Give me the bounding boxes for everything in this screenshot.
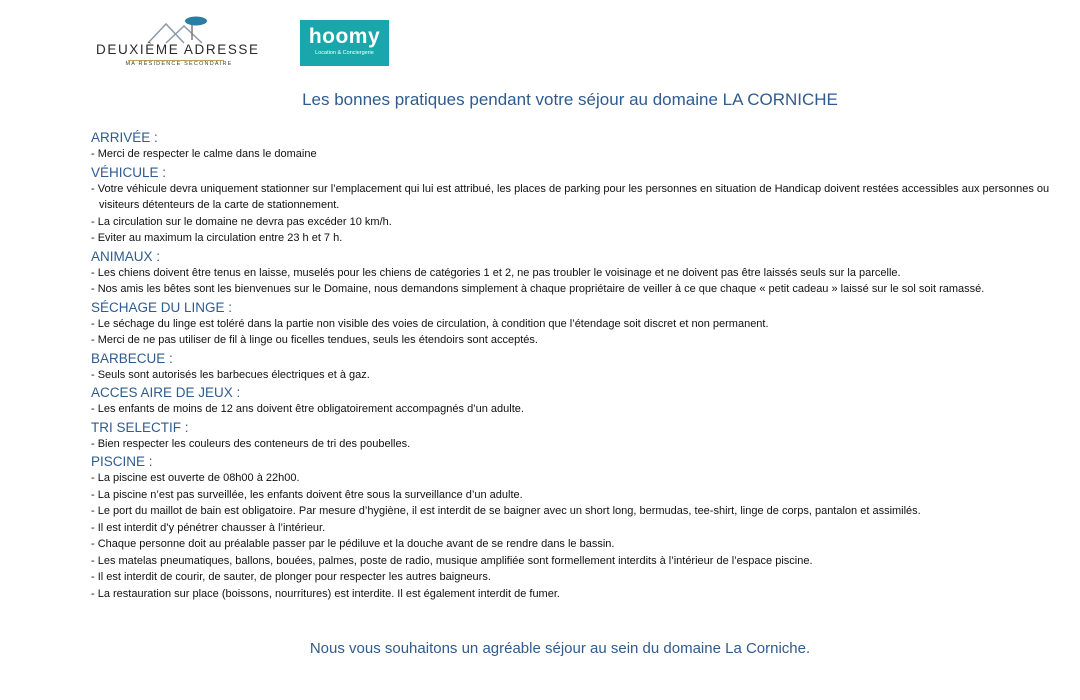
rule-item: - Les enfants de moins de 12 ans doivent être obligatoirement accompagnés d’un adulte. [91, 403, 524, 415]
rule-item: - Les matelas pneumatiques, ballons, bouées, palmes, poste de radio, musique amplifiée sont formellement interdits à l’intérieur de l’espace piscine. [91, 554, 813, 567]
rule-item: - Bien respecter les couleurs des conteneurs de tri des poubelles. [91, 437, 411, 450]
rule-item: - Le port du maillot de bain est obligatoire. Par mesure d’hygiène, il est interdit de se baigner avec un short long, bermudas, tee-shirt, linge de corps, pantalon et assimilés. [91, 505, 921, 517]
rule-item: - Eviter au maximum la circulation entre 23 h et 7 h. [91, 232, 343, 244]
deuxieme-adresse-name: DEUXIÈME ADRESSE [96, 42, 260, 57]
rule-item: - La restauration sur place (boissons, nourritures) est interdite. Il est également interdit de fumer. [91, 587, 560, 600]
section-heading: ANIMAUX : [91, 248, 161, 264]
hoomy-tagline: Location & Conciergerie [315, 50, 374, 56]
rule-item: - Votre véhicule devra uniquement stationner sur l’emplacement qui lui est attribué, les places de parking pour les personnes en situation de Handicap doivent restées accessibles aux personnes ou visiteurs détenteurs de la carte de stationnement. [91, 182, 1050, 211]
rule-item: - Nos amis les bêtes sont les bienvenues sur le Domaine, nous demandons simplement à chaque propriétaire de veiller à ce que chaque « petit cadeau » laissé sur le sol soit ramassé. [91, 283, 985, 295]
section-heading: PISCINE : [91, 454, 153, 469]
rule-item: - Le séchage du linge est toléré dans la partie non visible des voies de circulation, à condition que l’étendage soit discret et non permanent. [91, 317, 769, 330]
rule-item: - La circulation sur le domaine ne devra pas excéder 10 km/h. [91, 215, 392, 228]
rule-item: - Il est interdit de courir, de sauter, de plonger pour respecter les autres baigneurs. [91, 571, 491, 583]
rule-item: - Merci de respecter le calme dans le domaine [91, 148, 317, 160]
rule-item: - Il est interdit d’y pénétrer chausser à l’intérieur. [91, 521, 326, 534]
deuxieme-adresse-tagline: MA RÉSIDENCE SECONDAIRE [125, 61, 233, 67]
section-heading: VÉHICULE : [91, 164, 167, 180]
house-icon [144, 16, 214, 44]
hoomy-logo [300, 20, 389, 66]
section-heading: ARRIVÉE : [91, 130, 158, 145]
rule-item: - Merci de ne pas utiliser de fil à linge ou ficelles tendues, seuls les étendoirs sont acceptés. [91, 334, 538, 346]
section-heading: ACCES AIRE DE JEUX : [91, 385, 241, 400]
rule-item: - Les chiens doivent être tenus en laisse, muselés pour les chiens de catégories 1 et 2, ne pas troubler le voisinage et ne doivent pas être laissés seuls sur la parcelle. [91, 266, 901, 279]
deuxieme-adresse-logo [96, 16, 262, 70]
footer-message: Nous vous souhaitons un agréable séjour au sein du domaine La Corniche. [309, 640, 811, 657]
rule-item: - La piscine n’est pas surveillée, les enfants doivent être sous la surveillance d’un adulte. [91, 488, 523, 501]
rule-item: - La piscine est ouverte de 08h00 à 22h00. [91, 472, 300, 484]
section-heading: SÉCHAGE DU LINGE : [91, 299, 233, 315]
section-heading: BARBECUE : [91, 350, 173, 366]
page-title: Les bonnes pratiques pendant votre séjour au domaine LA CORNICHE [302, 90, 838, 109]
hoomy-name: hoomy [308, 25, 381, 48]
section-heading: TRI SELECTIF : [91, 419, 189, 435]
rule-item: - Seuls sont autorisés les barbecues électriques et à gaz. [91, 368, 370, 381]
rule-item: - Chaque personne doit au préalable passer par le pédiluve et la douche avant de se rendre dans le bassin. [91, 538, 615, 550]
rules-content [91, 128, 1051, 602]
